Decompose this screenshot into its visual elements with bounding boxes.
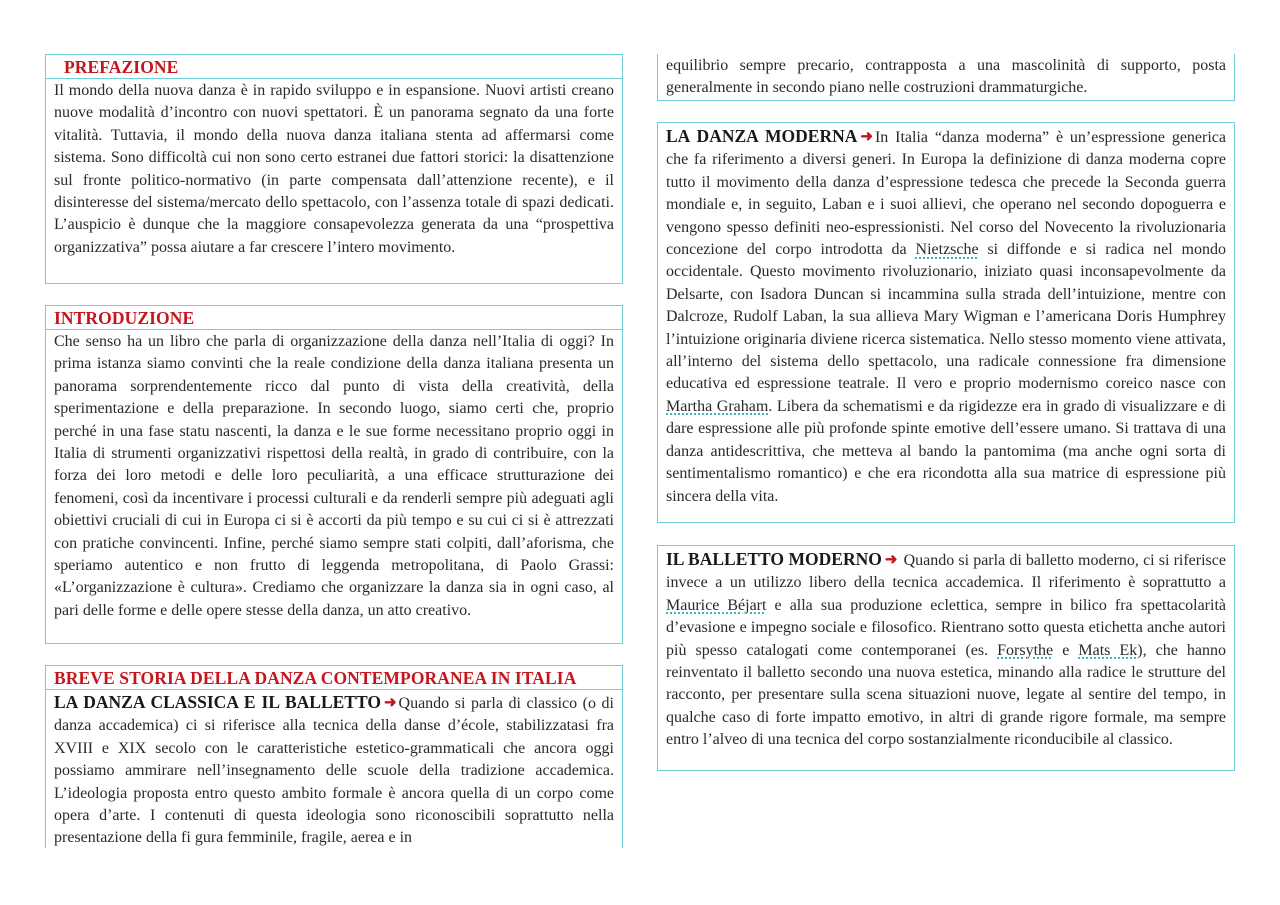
danza-moderna-subtitle: LA DANZA MODERNA	[666, 126, 858, 146]
balletto-moderno-text-3: e	[1053, 641, 1079, 659]
prefazione-box	[45, 54, 623, 284]
balletto-moderno-text-4: ), che hanno reinventato il balletto secondo una nuova estetica, minando alla radice le strutture del racconto, per presentare sulla scena situazioni nuove, legate al sentire del tempo, in qualche caso di forte impatto emotivo, in altri di grande rigore formale, ma sempre entro l’alveo di una tecnica del corpo sostanzialmente riconducibile al classico.	[666, 641, 1226, 749]
danza-moderna-paragraph	[658, 123, 1234, 508]
danza-moderna-text-2: si diffonde e si radica nel mondo occidentale. Questo movimento rivoluzionario, iniziato quasi inconsapevolmente da Delsarte, con Isadora Duncan si incammina sulla strada dell’intuizione, mentre con Dalcroze, Rudolf Laban, la sua allieva Mary Wigman e l’americana Doris Humphrey l’intuizione originaria diviene ricerca sistematica. Nello stesso momento viene attivata, all’interno del sistema dello spettacolo, una radicale connessione fra dimensione educativa ed espressione teatrale. Il vero e proprio modernismo coreico nasce con	[666, 241, 1226, 393]
danza-moderna-text-1: In Italia “danza moderna” è un’espressione generica che fa riferimento a diversi generi. In Europa la definizione di danza moderna copre tutto il movimento della danza d’espressione tedesca che precede la Seconda guerra mondiale e, in seguito, Laban e i suoi allievi, che operano nel secondo dopoguerra e vengono spesso definiti neo-espressionisti. Nel corso del Novecento la rivoluzionaria concezione del corpo introdotta da	[666, 129, 1226, 259]
name-forsythe: Forsythe	[997, 641, 1054, 659]
name-mats-ek: Mats Ek	[1078, 641, 1138, 659]
breve-storia-box	[45, 665, 623, 848]
name-maurice-bejart: Maurice Béjart	[666, 596, 767, 614]
name-martha-graham: Martha Graham	[666, 397, 769, 415]
danza-classica-text: Quando si parla di classico (o di danza accademica) ci si riferisce alla tecnica della danse d’école, stabilizzatasi fra XVIII e XIX secolo con le caratteristiche estetico-grammaticali che ancora oggi possiamo ammirare nell’insegnamento delle scuole della tradizione accademica. L’ideologia proposta entro questo ambito formale è ancora quella di un corpo come opera d’arte. I contenuti di questa ideologia sono riconoscibili soprattutto nella presentazione della fi gura femminile, fragile, aerea e in	[54, 695, 615, 847]
balletto-moderno-text-1: Quando si parla di balletto moderno, ci si riferisce invece a un utilizzo libero della tecnica accademica. Il riferimento è soprattutto a	[666, 552, 1226, 592]
introduzione-title: INTRODUZIONE	[46, 306, 622, 330]
danza-moderna-text-3: . Libera da schematismi e da rigidezze era in grado di visualizzare e di dare espressione alle più profonde spinte emotive dell’essere umano. Si trattava di una danza antidescrittiva, che metteva al bando la pantomima (ma anche ogni sorta di sentimentalismo romantico) e che era ricondotta alla sua matrice di espressione più sincera della vita.	[666, 397, 1226, 505]
danza-classica-paragraph	[46, 690, 622, 848]
prefazione-text: Il mondo della nuova danza è in rapido sviluppo e in espansione. Nuovi artisti creano nuove modalità d’incontro con nuovi spettatori. È un panorama segnato da una forte vitalità. Tuttavia, il mondo della nuova danza italiana stenta ad affermarsi come sistema. Sono difficoltà cui non sono certo estranei due fattori storici: la disattenzione sul fronte politico-normativo (in parte compensata dall’attenzione recente), e il disinteresse del sistema/mercato dello spettacolo, con l’assenza totale di spazi dedicati. L’auspicio è dunque che la maggiore consapevolezza generata da una “prospettiva organizzativa” possa aiutare a far crescere l’intero movimento.	[54, 82, 614, 256]
balletto-moderno-paragraph	[658, 546, 1234, 752]
breve-storia-title: BREVE STORIA DELLA DANZA CONTEMPORANEA IN ITALIA	[46, 666, 622, 690]
continuazione-text: equilibrio sempre precario, contrapposta a una mascolinità di supporto, posta generalmente in secondo piano nelle costruzioni drammaturgiche.	[666, 57, 1226, 97]
balletto-moderno-text-2: e alla sua produzione eclettica, sempre in bilico fra spettacolarità d’evasione e impegno sociale e filosofico. Rientrano sotto questa etichetta anche autori più spesso catalogati come contemporanei (es.	[666, 596, 1227, 659]
danza-classica-subtitle: LA DANZA CLASSICA E IL BALLETTO	[54, 692, 381, 712]
introduzione-text: Che senso ha un libro che parla di organizzazione della danza nell’Italia di oggi? In prima istanza siamo convinti che la reale condizione della danza italiana presenta un panorama sorprendentemente ricco dal punto di vista della creatività, della sperimentazione e della preparazione. In secondo luogo, siamo certi che, proprio perché in una fase statu nascenti, la danza e le sue forme necessitano proprio oggi in Italia di strumenti organizzativi rispettosi della realtà, in grado di contribuire, con la forza dei loro metodi e delle loro peculiarità, a una efficace strutturazione dei fenomeni, così da incentivare i processi culturali e da renderli sempre più adeguati agli obiettivi cruciali di cui in Europa ci si è accorti da più tempo e su cui ci si è attrezzati con pratiche convincenti. Infine, perché siamo sempre stati colpiti, dall’aforisma, che speriamo autentico e non frutto di leggenda metropolitana, di Paolo Grassi: «L’organizzazione è cultura». Crediamo che organizzare la danza sia in ogni caso, al pari delle forme e delle opere stesse della danza, un atto creativo.	[54, 333, 614, 619]
danza-moderna-box	[657, 122, 1235, 523]
balletto-moderno-box	[657, 545, 1235, 771]
introduzione-box	[45, 305, 623, 644]
right-arrow-icon: ➜	[860, 129, 873, 145]
right-arrow-icon: ➜	[383, 695, 397, 711]
continuazione-box	[657, 54, 1235, 101]
right-arrow-icon: ➜	[884, 552, 898, 568]
balletto-moderno-subtitle: IL BALLETTO MODERNO	[666, 549, 882, 569]
prefazione-title: PREFAZIONE	[46, 55, 622, 79]
name-nietzsche: Nietzsche	[915, 241, 979, 259]
